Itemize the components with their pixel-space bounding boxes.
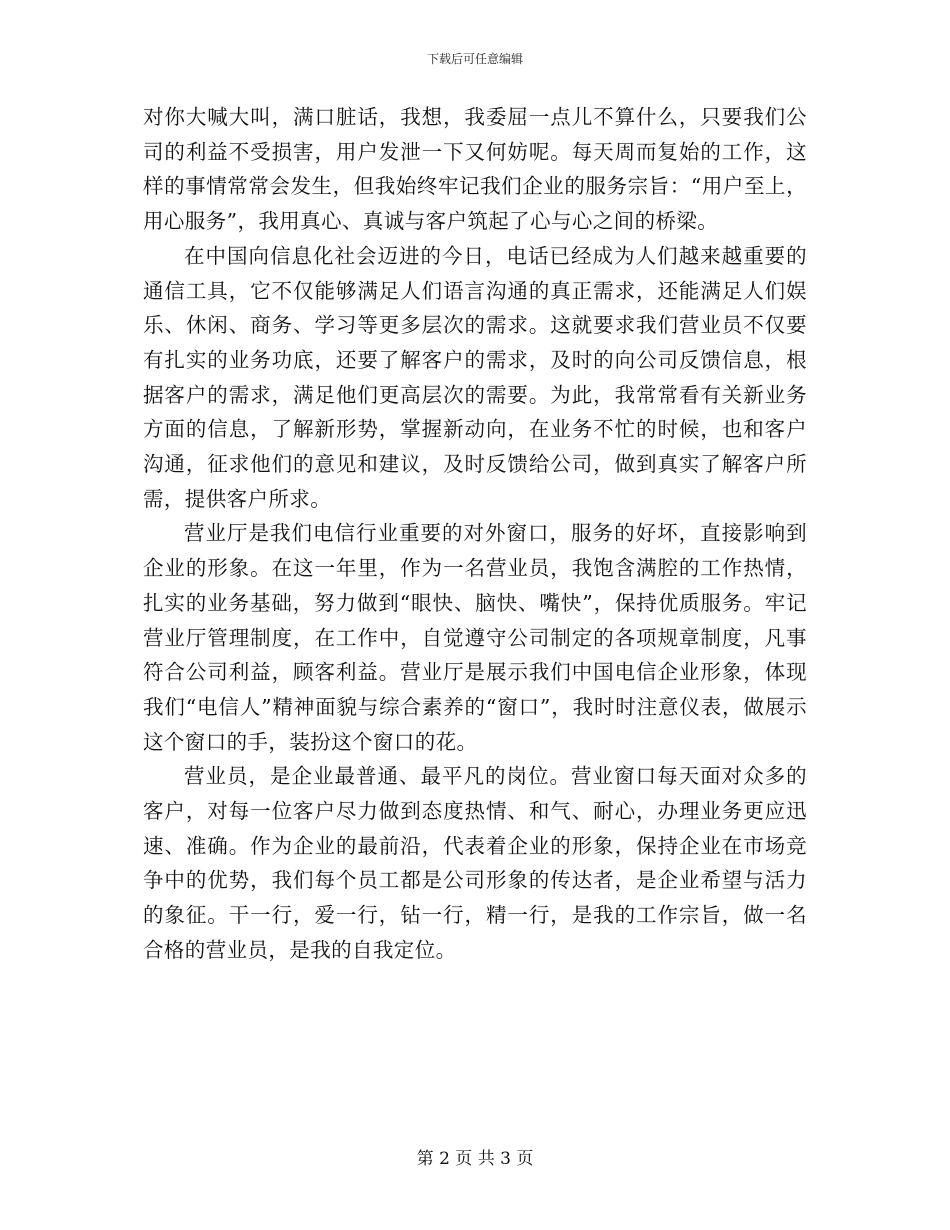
- paragraph-4: 营业员，是企业最普通、最平凡的岗位。营业窗口每天面对众多的客户，对每一位客户尽力做到态度热情、和气、耐心，办理业务更应迅速、准确。作为企业的最前沿，代表着企业的形象，保持企业在市场竞争中的优势，我们每个员工都是公司形象的传达者，是企业希望与活力的象征。干一行，爱一行，钻一行，精一行，是我的工作宗旨，做一名合格的营业员，是我的自我定位。: [143, 764, 807, 962]
- paragraph-1: 对你大喊大叫，满口脏话，我想，我委屈一点儿不算什么，只要我们公司的利益不受损害，用户发泄一下又何妨呢。每天周而复始的工作，这样的事情常常会发生，但我始终牢记我们企业的服务宗旨：“用户至上，用心服务”，我用真心、真诚与客户筑起了心与心之间的桥梁。: [143, 105, 807, 234]
- paragraph-2: 在中国向信息化社会迈进的今日，电话已经成为人们越来越重要的通信工具，它不仅能够满足人们语言沟通的真正需求，还能满足人们娱乐、休闲、商务、学习等更多层次的需求。这就要求我们营业员不仅要有扎实的业务功底，还要了解客户的需求，及时的向公司反馈信息，根据客户的需求，满足他们更高层次的需要。为此，我常常看有关新业务方面的信息，了解新形势，掌握新动向，在业务不忙的时候，也和客户沟通，征求他们的意见和建议，及时反馈给公司，做到真实了解客户所需，提供客户所求。: [143, 243, 807, 511]
- paragraph-3: 营业厅是我们电信行业重要的对外窗口，服务的好坏，直接影响到企业的形象。在这一年里，作为一名营业员，我饱含满腔的工作热情，扎实的业务基础，努力做到“眼快、脑快、嘴快”，保持优质服务。牢记营业厅管理制度，在工作中，自觉遵守公司制定的各项规章制度，凡事符合公司利益，顾客利益。营业厅是展示我们中国电信企业形象，体现我们“电信人”精神面貌与综合素养的“窗口”，我时时注意仪表，做展示这个窗口的手，装扮这个窗口的花。: [143, 521, 807, 754]
- page-footer: 第 2 页 共 3 页: [416, 1149, 534, 1169]
- page-header: 下载后可任意编辑: [426, 52, 523, 66]
- document-body: [143, 100, 807, 968]
